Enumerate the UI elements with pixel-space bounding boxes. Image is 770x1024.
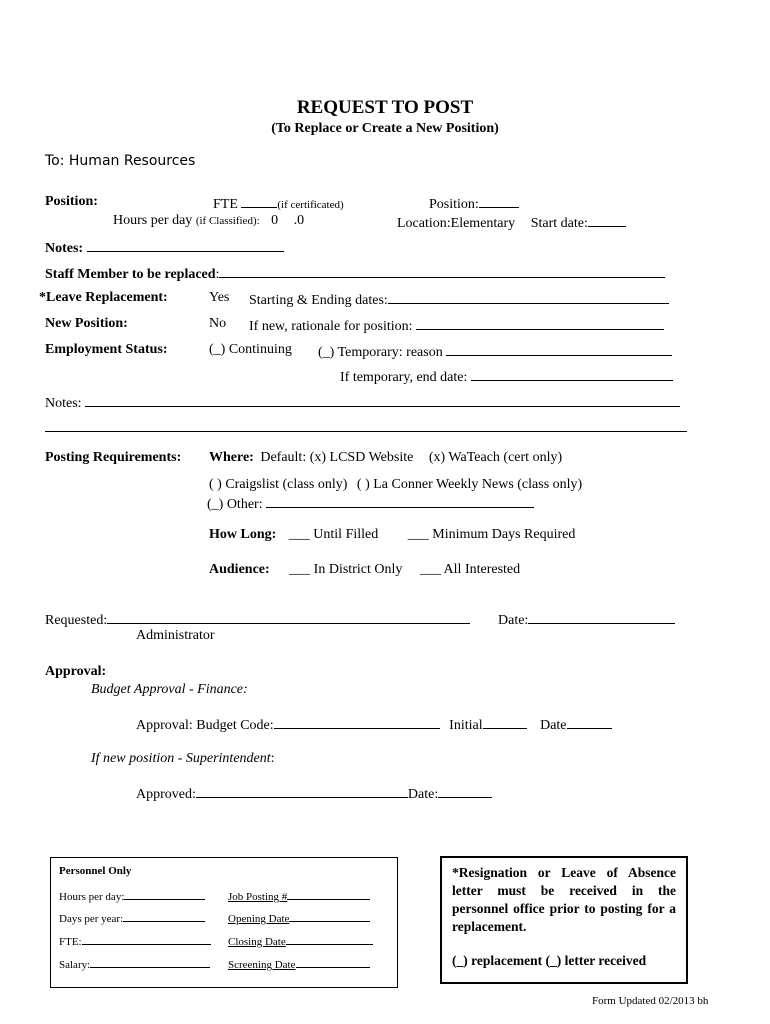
notes-row-bottom: [45, 393, 680, 412]
hours-row: [113, 213, 304, 229]
craigslist-option[interactable]: ( ) Craigslist (class only): [209, 477, 348, 492]
budget-date-field[interactable]: [567, 715, 612, 729]
screening-date-field[interactable]: [296, 956, 370, 968]
days-per-year-label: Days per year:: [59, 913, 124, 925]
position2-field[interactable]: [479, 194, 519, 208]
all-interested-option[interactable]: ___ All Interested: [419, 562, 521, 577]
form-updated-footer: Form Updated 02/2013 bh: [592, 995, 709, 1007]
approved-date-field[interactable]: [438, 784, 492, 798]
job-posting-field[interactable]: [287, 888, 370, 900]
notes-row-top: [45, 238, 284, 257]
opening-date-field[interactable]: [289, 910, 370, 922]
in-district-option[interactable]: ___ In District Only: [289, 562, 403, 577]
budget-finance-label: Budget Approval - Finance:: [91, 682, 248, 697]
screening-date-row: [228, 956, 370, 971]
staff-member-colon: :: [215, 267, 220, 282]
to-line: To: Human Resources: [45, 153, 196, 169]
personnel-only-box: [50, 857, 398, 988]
budget-code-field[interactable]: [274, 715, 440, 729]
temporary-row: [318, 342, 672, 361]
superintendent-label: If new position - Superintendent: [91, 751, 271, 766]
notes-continuation-line[interactable]: [45, 431, 687, 432]
request-date-field[interactable]: [528, 610, 675, 624]
posting-label: Posting Requirements:: [45, 450, 182, 465]
new-position-label: New Position:: [45, 316, 128, 331]
rationale-label: If new, rationale for position:: [249, 319, 413, 334]
continuing-option[interactable]: (_) Continuing: [209, 342, 292, 357]
salary-row: [59, 956, 210, 971]
staff-member-label: Staff Member to be replaced: [45, 267, 216, 282]
opening-date-row: [228, 910, 370, 925]
salary-field[interactable]: [90, 956, 210, 968]
laconner-option[interactable]: ( ) La Conner Weekly News (class only): [356, 477, 583, 492]
resignation-notice-text: *Resignation or Leave of Absence letter must be received in the personnel office prior to posting for a replacement.: [452, 865, 676, 934]
wateach-option[interactable]: (x) WaTeach (cert only): [428, 450, 563, 465]
position2-label: Position:: [429, 197, 479, 212]
audience-label: Audience:: [209, 562, 270, 577]
end-date-row: [340, 367, 673, 386]
hours-per-day-label: Hours per day:: [59, 891, 125, 903]
hours-value-2[interactable]: .0: [293, 213, 305, 228]
leave-yes[interactable]: Yes: [209, 290, 230, 305]
location-label: Location:: [397, 216, 451, 231]
notes-label-top: Notes:: [45, 241, 84, 256]
letter-received-line[interactable]: (_) replacement (_) letter received: [452, 953, 647, 968]
requested-row: [45, 610, 470, 629]
how-long-row: [209, 527, 575, 543]
budget-code-row: [136, 715, 612, 734]
position-label: Position:: [45, 194, 98, 209]
employment-label: Employment Status:: [45, 342, 168, 357]
opening-date-label: Opening Date: [228, 913, 290, 925]
form-subtitle: (To Replace or Create a New Position): [271, 121, 499, 136]
staff-member-row: [45, 264, 665, 283]
fte-note: (if certificated): [277, 199, 344, 211]
leave-label: *Leave Replacement:: [39, 290, 168, 305]
where-label: Where:: [209, 450, 254, 465]
job-posting-label: Job Posting #: [228, 891, 288, 903]
until-filled-option[interactable]: ___ Until Filled: [288, 527, 379, 542]
fte-field[interactable]: [241, 194, 277, 208]
where-default[interactable]: Default: (x) LCSD Website: [260, 450, 414, 465]
approval-label: Approval:: [45, 664, 107, 679]
days-per-year-field[interactable]: [123, 910, 205, 922]
initial-field[interactable]: [483, 715, 527, 729]
closing-date-row: [228, 933, 373, 948]
hours-label: Hours per day: [113, 213, 193, 228]
other-option[interactable]: (_) Other:: [207, 497, 263, 512]
end-date-label: If temporary, end date:: [340, 370, 468, 385]
hours-value-1[interactable]: 0: [271, 213, 279, 228]
new-position-no[interactable]: No: [209, 316, 227, 331]
screening-date-label: Screening Date: [228, 959, 296, 971]
fte-row: [213, 194, 344, 213]
temporary-reason-field[interactable]: [446, 342, 672, 356]
notes-field-top[interactable]: [87, 238, 284, 252]
start-date-label: Start date:: [530, 216, 588, 231]
other-field[interactable]: [266, 494, 534, 508]
hours-note: (if Classified):: [195, 215, 260, 227]
minimum-days-option[interactable]: ___ Minimum Days Required: [407, 527, 576, 542]
craigslist-row: [209, 477, 582, 493]
approved-row: [136, 784, 492, 803]
approved-label: Approved:: [136, 787, 196, 802]
requested-field[interactable]: [107, 610, 470, 624]
administrator-label: Administrator: [136, 628, 215, 643]
temporary-option[interactable]: (_) Temporary: reason: [318, 345, 443, 360]
where-row: [209, 450, 562, 466]
rationale-field[interactable]: [416, 316, 664, 330]
request-date-label: Date:: [498, 613, 529, 628]
request-date-row: [498, 610, 675, 629]
staff-member-field[interactable]: [219, 264, 665, 278]
hours-per-day-row: [59, 888, 205, 903]
days-per-year-row: [59, 910, 205, 925]
form-title: REQUEST TO POST: [296, 97, 474, 118]
fte-label: FTE: [213, 197, 238, 212]
notes-field-bottom[interactable]: [85, 393, 680, 407]
location-value[interactable]: Elementary: [450, 216, 516, 231]
audience-row: [209, 562, 520, 578]
personnel-fte-row: [59, 933, 211, 948]
leave-dates-label: Starting & Ending dates:: [249, 293, 388, 308]
requested-label: Requested:: [45, 613, 108, 628]
start-date-field[interactable]: [588, 213, 626, 227]
personnel-fte-label: FTE:: [59, 936, 82, 948]
leave-dates-field[interactable]: [388, 290, 669, 304]
other-row: [207, 494, 534, 513]
initial-label: Initial: [449, 718, 483, 733]
salary-label: Salary:: [59, 959, 91, 971]
budget-code-label: Approval: Budget Code:: [136, 718, 274, 733]
leave-dates-row: [249, 290, 669, 309]
hours-per-day-field[interactable]: [124, 888, 205, 900]
rationale-row: [249, 316, 664, 335]
how-long-label: How Long:: [209, 527, 277, 542]
location-row: [397, 213, 626, 232]
end-date-field[interactable]: [471, 367, 673, 381]
resignation-notice-box: [440, 856, 688, 984]
personnel-fte-field[interactable]: [82, 933, 211, 945]
closing-date-field[interactable]: [286, 933, 373, 945]
superintendent-colon: :: [270, 751, 275, 766]
approved-field[interactable]: [196, 784, 408, 798]
job-posting-row: [228, 888, 370, 903]
budget-date-label: Date: [540, 718, 567, 733]
notes-label-bottom: Notes:: [45, 396, 82, 411]
closing-date-label: Closing Date: [228, 936, 286, 948]
personnel-title: Personnel Only: [59, 865, 132, 877]
approved-date-label: Date:: [407, 787, 439, 802]
superintendent-row: [91, 751, 275, 767]
position2-row: [429, 194, 519, 213]
